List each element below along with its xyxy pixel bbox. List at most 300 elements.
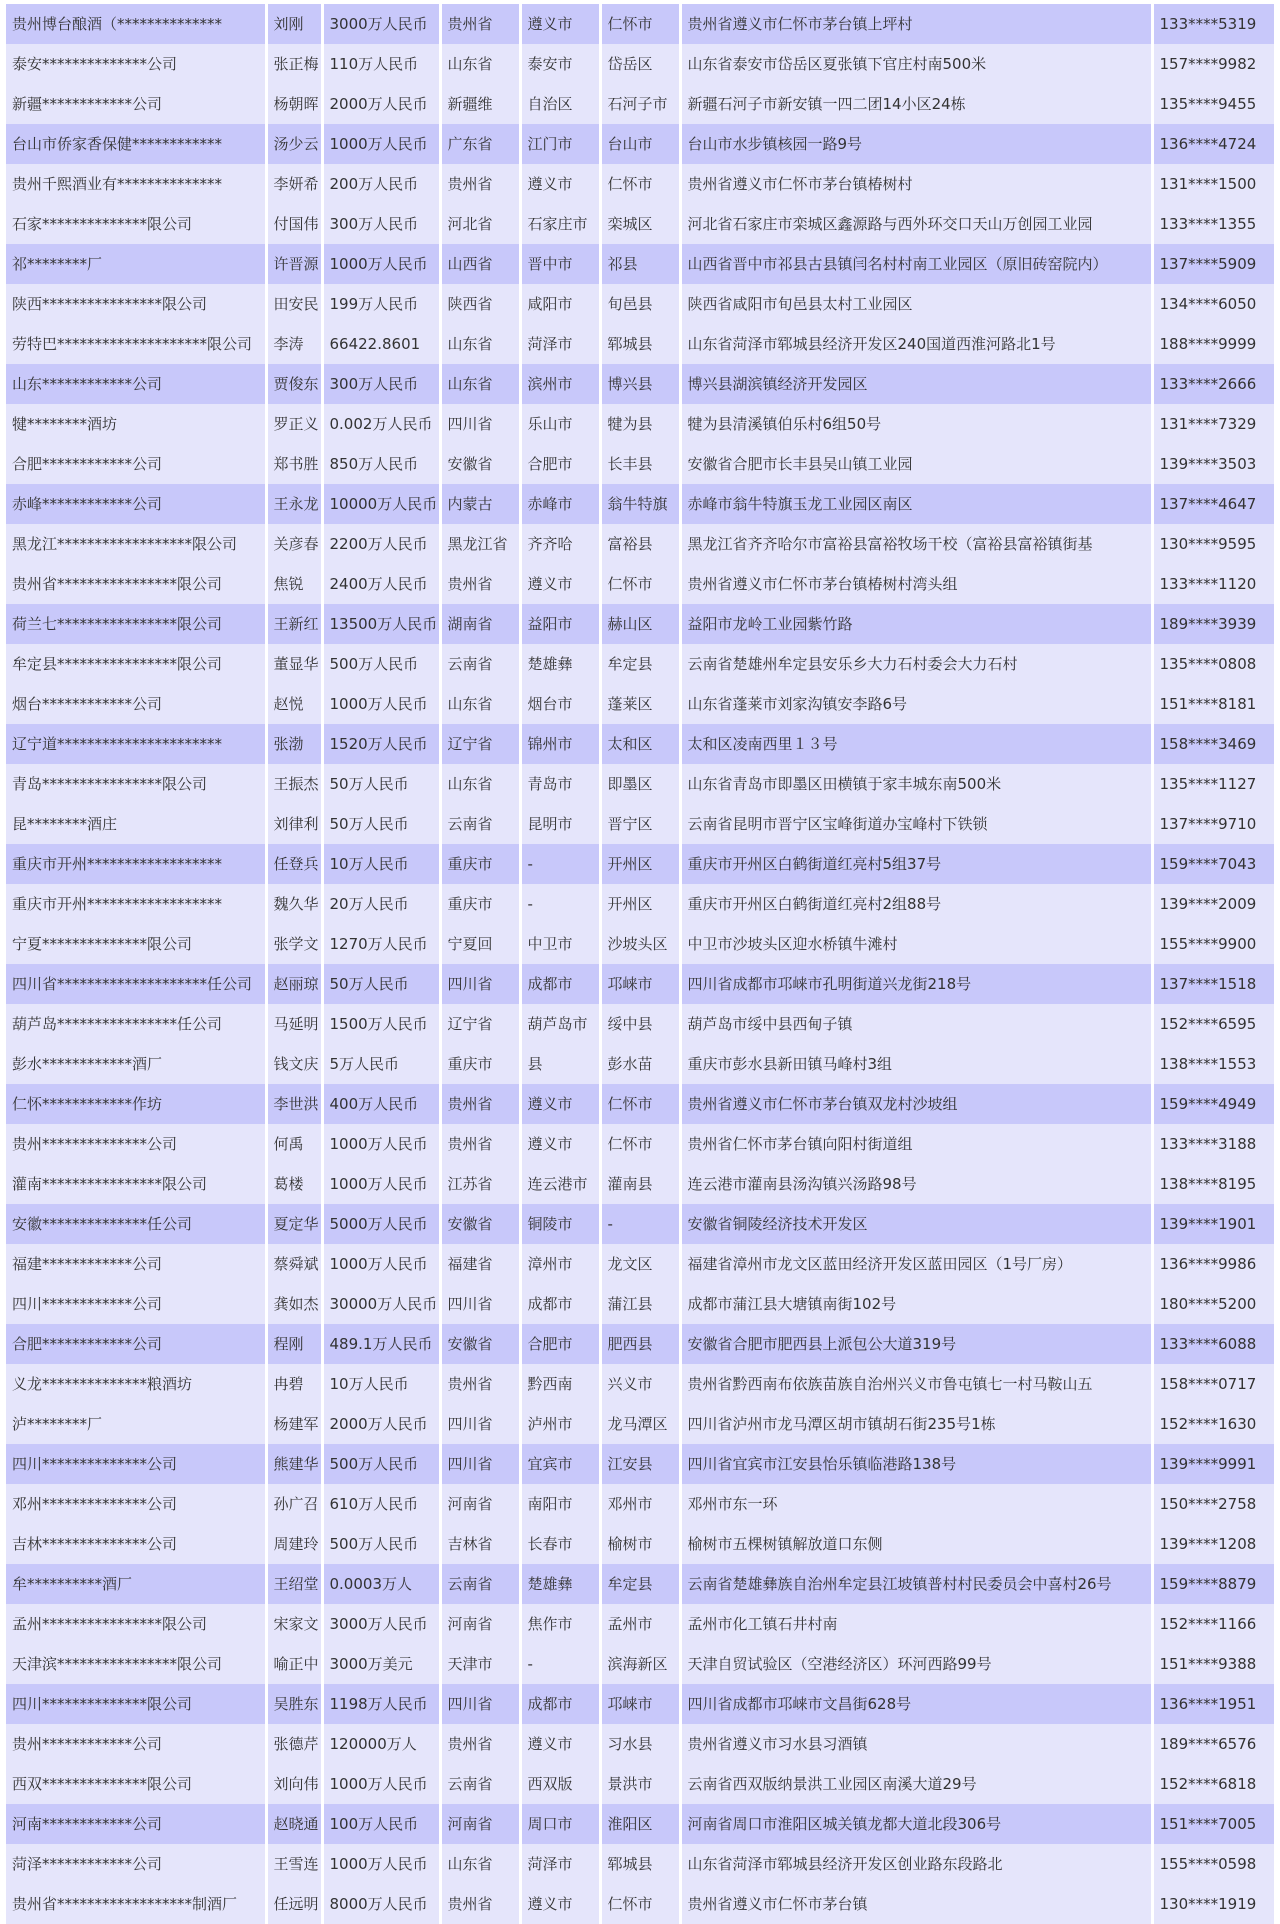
cell-address: 重庆市开州区白鹤街道红亮村5组37号 (680, 844, 1152, 884)
cell-legal-person: 冉碧 (266, 1364, 322, 1404)
cell-province: 四川省 (440, 1404, 520, 1444)
cell-province: 河南省 (440, 1484, 520, 1524)
cell-legal-person: 李妍希 (266, 164, 322, 204)
table-row (6, 1004, 1274, 1044)
cell-address: 山西省晋中市祁县古县镇闫名村村南工业园区（原旧砖窑院内） (680, 244, 1152, 284)
cell-province: 四川省 (440, 1684, 520, 1724)
cell-province: 贵州省 (440, 1884, 520, 1924)
cell-district: 郓城县 (600, 324, 680, 364)
cell-district: 仁怀市 (600, 1124, 680, 1164)
cell-district: 习水县 (600, 1724, 680, 1764)
cell-province: 云南省 (440, 804, 520, 844)
cell-province: 重庆市 (440, 884, 520, 924)
cell-city: 滨州市 (520, 364, 600, 404)
cell-registered-capital: 400万人民币 (322, 1084, 440, 1124)
cell-district: 即墨区 (600, 764, 680, 804)
table-row (6, 444, 1274, 484)
cell-province: 宁夏回 (440, 924, 520, 964)
table-row (6, 1724, 1274, 1764)
cell-city: 连云港市 (520, 1164, 600, 1204)
cell-registered-capital: 10万人民币 (322, 844, 440, 884)
cell-registered-capital: 2200万人民币 (322, 524, 440, 564)
table-row (6, 284, 1274, 324)
table-row (6, 1564, 1274, 1604)
cell-company: 邓州**************公司 (6, 1484, 266, 1524)
cell-phone: 152****6595 (1152, 1004, 1274, 1044)
cell-district: 仁怀市 (600, 1884, 680, 1924)
cell-province: 河北省 (440, 204, 520, 244)
cell-district: 邛崃市 (600, 1684, 680, 1724)
cell-address: 山东省泰安市岱岳区夏张镇下官庄村南500米 (680, 44, 1152, 84)
cell-phone: 155****0598 (1152, 1844, 1274, 1884)
cell-legal-person: 许晋源 (266, 244, 322, 284)
table-row (6, 724, 1274, 764)
cell-company: 泸********厂 (6, 1404, 266, 1444)
cell-company: 安徽**************任公司 (6, 1204, 266, 1244)
cell-company: 葫芦岛****************任公司 (6, 1004, 266, 1044)
cell-phone: 138****1553 (1152, 1044, 1274, 1084)
cell-company: 黑龙江******************限公司 (6, 524, 266, 564)
cell-company: 重庆市开州****************** (6, 844, 266, 884)
cell-district: 沙坡头区 (600, 924, 680, 964)
cell-address: 贵州省遵义市习水县习酒镇 (680, 1724, 1152, 1764)
cell-district: 博兴县 (600, 364, 680, 404)
cell-company: 贵州千熙酒业有************** (6, 164, 266, 204)
table-row (6, 684, 1274, 724)
cell-registered-capital: 50万人民币 (322, 964, 440, 1004)
cell-district: 富裕县 (600, 524, 680, 564)
cell-legal-person: 夏定华 (266, 1204, 322, 1244)
cell-address: 四川省泸州市龙马潭区胡市镇胡石街235号1栋 (680, 1404, 1152, 1444)
cell-registered-capital: 5万人民币 (322, 1044, 440, 1084)
cell-city: 宜宾市 (520, 1444, 600, 1484)
table-row (6, 1364, 1274, 1404)
cell-city: 菏泽市 (520, 1844, 600, 1884)
table-row (6, 1324, 1274, 1364)
cell-legal-person: 蔡舜斌 (266, 1244, 322, 1284)
cell-district: 牟定县 (600, 644, 680, 684)
cell-phone: 152****1630 (1152, 1404, 1274, 1444)
table-row (6, 1284, 1274, 1324)
cell-registered-capital: 50万人民币 (322, 764, 440, 804)
cell-phone: 137****5909 (1152, 244, 1274, 284)
cell-district: 开州区 (600, 844, 680, 884)
table-row (6, 844, 1274, 884)
cell-phone: 135****1127 (1152, 764, 1274, 804)
cell-district: 龙文区 (600, 1244, 680, 1284)
cell-district: 长丰县 (600, 444, 680, 484)
table-row (6, 1204, 1274, 1244)
cell-city: 晋中市 (520, 244, 600, 284)
cell-company: 贵州省****************限公司 (6, 564, 266, 604)
cell-company: 新疆************公司 (6, 84, 266, 124)
cell-address: 榆树市五棵树镇解放道口东侧 (680, 1524, 1152, 1564)
cell-phone: 150****2758 (1152, 1484, 1274, 1524)
cell-address: 中卫市沙坡头区迎水桥镇牛滩村 (680, 924, 1152, 964)
cell-phone: 133****2666 (1152, 364, 1274, 404)
cell-registered-capital: 1520万人民币 (322, 724, 440, 764)
cell-district: 赫山区 (600, 604, 680, 644)
cell-legal-person: 刘律利 (266, 804, 322, 844)
cell-province: 河南省 (440, 1804, 520, 1844)
cell-address: 云南省楚雄彝族自治州牟定县江坡镇普村村民委员会中喜村26号 (680, 1564, 1152, 1604)
cell-phone: 137****4647 (1152, 484, 1274, 524)
table-row (6, 1804, 1274, 1844)
cell-registered-capital: 300万人民币 (322, 204, 440, 244)
cell-address: 陕西省咸阳市旬邑县太村工业园区 (680, 284, 1152, 324)
cell-province: 山东省 (440, 684, 520, 724)
cell-registered-capital: 50万人民币 (322, 804, 440, 844)
cell-phone: 133****1355 (1152, 204, 1274, 244)
cell-registered-capital: 500万人民币 (322, 1444, 440, 1484)
cell-address: 贵州省遵义市仁怀市茅台镇椿树村湾头组 (680, 564, 1152, 604)
cell-registered-capital: 500万人民币 (322, 1524, 440, 1564)
cell-legal-person: 赵丽琼 (266, 964, 322, 1004)
table-row (6, 924, 1274, 964)
cell-company: 灌南****************限公司 (6, 1164, 266, 1204)
cell-phone: 159****4949 (1152, 1084, 1274, 1124)
cell-address: 山东省蓬莱市刘家沟镇安李路6号 (680, 684, 1152, 724)
cell-city: 石家庄市 (520, 204, 600, 244)
cell-province: 山东省 (440, 324, 520, 364)
cell-city: 漳州市 (520, 1244, 600, 1284)
cell-legal-person: 张德芹 (266, 1724, 322, 1764)
cell-district: 景洪市 (600, 1764, 680, 1804)
table-row (6, 564, 1274, 604)
cell-registered-capital: 10000万人民币 (322, 484, 440, 524)
cell-legal-person: 吴胜东 (266, 1684, 322, 1724)
cell-registered-capital: 100万人民币 (322, 1804, 440, 1844)
cell-province: 四川省 (440, 404, 520, 444)
cell-registered-capital: 1000万人民币 (322, 1844, 440, 1884)
cell-legal-person: 李世洪 (266, 1084, 322, 1124)
cell-city: 遵义市 (520, 1724, 600, 1764)
cell-company: 孟州****************限公司 (6, 1604, 266, 1644)
cell-city: 长春市 (520, 1524, 600, 1564)
cell-city: 昆明市 (520, 804, 600, 844)
table-body (6, 4, 1274, 1924)
cell-company: 青岛****************限公司 (6, 764, 266, 804)
cell-province: 安徽省 (440, 444, 520, 484)
cell-district: 江安县 (600, 1444, 680, 1484)
cell-legal-person: 关彦春 (266, 524, 322, 564)
cell-phone: 189****3939 (1152, 604, 1274, 644)
cell-city: 乐山市 (520, 404, 600, 444)
cell-registered-capital: 1198万人民币 (322, 1684, 440, 1724)
cell-city: 遵义市 (520, 564, 600, 604)
cell-phone: 151****7005 (1152, 1804, 1274, 1844)
cell-company: 荷兰七****************限公司 (6, 604, 266, 644)
cell-address: 云南省西双版纳景洪工业园区南溪大道29号 (680, 1764, 1152, 1804)
table-row (6, 1164, 1274, 1204)
cell-city: 咸阳市 (520, 284, 600, 324)
cell-address: 安徽省铜陵经济技术开发区 (680, 1204, 1152, 1244)
cell-city: 楚雄彝 (520, 644, 600, 684)
cell-city: 西双版 (520, 1764, 600, 1804)
cell-registered-capital: 1000万人民币 (322, 1164, 440, 1204)
cell-address: 重庆市彭水县新田镇马峰村3组 (680, 1044, 1152, 1084)
cell-province: 黑龙江省 (440, 524, 520, 564)
cell-province: 贵州省 (440, 164, 520, 204)
cell-province: 重庆市 (440, 844, 520, 884)
cell-phone: 134****6050 (1152, 284, 1274, 324)
cell-province: 云南省 (440, 1764, 520, 1804)
cell-company: 四川**************限公司 (6, 1684, 266, 1724)
cell-phone: 139****9991 (1152, 1444, 1274, 1484)
cell-phone: 133****1120 (1152, 564, 1274, 604)
cell-district: 晋宁区 (600, 804, 680, 844)
cell-address: 贵州省仁怀市茅台镇向阳村街道组 (680, 1124, 1152, 1164)
cell-legal-person: 李涛 (266, 324, 322, 364)
table-row (6, 1644, 1274, 1684)
cell-city: 赤峰市 (520, 484, 600, 524)
cell-legal-person: 汤少云 (266, 124, 322, 164)
cell-legal-person: 焦锐 (266, 564, 322, 604)
cell-company: 宁夏**************限公司 (6, 924, 266, 964)
cell-province: 四川省 (440, 964, 520, 1004)
cell-registered-capital: 500万人民币 (322, 644, 440, 684)
cell-company: 河南************公司 (6, 1804, 266, 1844)
cell-city: 成都市 (520, 964, 600, 1004)
cell-district: 邓州市 (600, 1484, 680, 1524)
cell-phone: 139****2009 (1152, 884, 1274, 924)
cell-address: 重庆市开州区白鹤街道红亮村2组88号 (680, 884, 1152, 924)
cell-legal-person: 刘刚 (266, 4, 322, 44)
cell-registered-capital: 850万人民币 (322, 444, 440, 484)
cell-phone: 139****3503 (1152, 444, 1274, 484)
cell-legal-person: 钱文庆 (266, 1044, 322, 1084)
cell-company: 石家**************限公司 (6, 204, 266, 244)
cell-address: 四川省成都市邛崃市孔明街道兴龙街218号 (680, 964, 1152, 1004)
table-row (6, 1084, 1274, 1124)
cell-company: 合肥************公司 (6, 444, 266, 484)
cell-city: 青岛市 (520, 764, 600, 804)
cell-district: 犍为县 (600, 404, 680, 444)
cell-phone: 189****6576 (1152, 1724, 1274, 1764)
cell-address: 云南省楚雄州牟定县安乐乡大力石村委会大力石村 (680, 644, 1152, 684)
cell-province: 贵州省 (440, 1364, 520, 1404)
cell-district: 仁怀市 (600, 1084, 680, 1124)
cell-province: 山西省 (440, 244, 520, 284)
cell-company: 劳特巴********************限公司 (6, 324, 266, 364)
cell-province: 福建省 (440, 1244, 520, 1284)
cell-registered-capital: 1000万人民币 (322, 244, 440, 284)
cell-legal-person: 张正梅 (266, 44, 322, 84)
cell-legal-person: 王永龙 (266, 484, 322, 524)
cell-district: 栾城区 (600, 204, 680, 244)
cell-legal-person: 熊建华 (266, 1444, 322, 1484)
cell-address: 福建省漳州市龙文区蓝田经济开发区蓝田园区（1号厂房） (680, 1244, 1152, 1284)
cell-address: 成都市蒲江县大塘镇南街102号 (680, 1284, 1152, 1324)
cell-phone: 139****1208 (1152, 1524, 1274, 1564)
cell-district: 邛崃市 (600, 964, 680, 1004)
table-row (6, 1244, 1274, 1284)
cell-phone: 135****9455 (1152, 84, 1274, 124)
cell-company: 天津滨****************限公司 (6, 1644, 266, 1684)
cell-registered-capital: 30000万人民币 (322, 1284, 440, 1324)
cell-address: 太和区凌南西里１３号 (680, 724, 1152, 764)
cell-district: 太和区 (600, 724, 680, 764)
cell-province: 山东省 (440, 764, 520, 804)
cell-province: 四川省 (440, 1444, 520, 1484)
cell-province: 重庆市 (440, 1044, 520, 1084)
cell-province: 安徽省 (440, 1204, 520, 1244)
cell-district: 仁怀市 (600, 564, 680, 604)
cell-address: 孟州市化工镇石井村南 (680, 1604, 1152, 1644)
cell-phone: 159****8879 (1152, 1564, 1274, 1604)
table-row (6, 964, 1274, 1004)
cell-address: 黑龙江省齐齐哈尔市富裕县富裕牧场干校（富裕县富裕镇街基 (680, 524, 1152, 564)
cell-legal-person: 喻正中 (266, 1644, 322, 1684)
cell-address: 贵州省遵义市仁怀市茅台镇上坪村 (680, 4, 1152, 44)
cell-phone: 138****8195 (1152, 1164, 1274, 1204)
cell-company: 贵州**************公司 (6, 1124, 266, 1164)
cell-legal-person: 赵悦 (266, 684, 322, 724)
cell-province: 山东省 (440, 364, 520, 404)
cell-company: 合肥************公司 (6, 1324, 266, 1364)
cell-phone: 133****5319 (1152, 4, 1274, 44)
cell-phone: 136****1951 (1152, 1684, 1274, 1724)
table-row (6, 1124, 1274, 1164)
cell-province: 贵州省 (440, 1084, 520, 1124)
cell-company: 贵州博台酿酒（************** (6, 4, 266, 44)
cell-district: 肥西县 (600, 1324, 680, 1364)
cell-legal-person: 魏久华 (266, 884, 322, 924)
cell-province: 贵州省 (440, 1124, 520, 1164)
cell-city: 益阳市 (520, 604, 600, 644)
cell-district: 石河子市 (600, 84, 680, 124)
cell-registered-capital: 1000万人民币 (322, 1244, 440, 1284)
cell-district: 仁怀市 (600, 4, 680, 44)
cell-phone: 151****9388 (1152, 1644, 1274, 1684)
cell-legal-person: 王绍堂 (266, 1564, 322, 1604)
cell-city: 成都市 (520, 1284, 600, 1324)
cell-province: 贵州省 (440, 564, 520, 604)
cell-legal-person: 罗正义 (266, 404, 322, 444)
cell-province: 广东省 (440, 124, 520, 164)
cell-address: 犍为县清溪镇伯乐村6组50号 (680, 404, 1152, 444)
cell-phone: 155****9900 (1152, 924, 1274, 964)
cell-phone: 135****0808 (1152, 644, 1274, 684)
cell-district: 仁怀市 (600, 164, 680, 204)
cell-district: 榆树市 (600, 1524, 680, 1564)
cell-registered-capital: 1000万人民币 (322, 1764, 440, 1804)
table-row (6, 324, 1274, 364)
cell-phone: 137****9710 (1152, 804, 1274, 844)
cell-registered-capital: 3000万人民币 (322, 4, 440, 44)
cell-city: 遵义市 (520, 1084, 600, 1124)
cell-company: 贵州************公司 (6, 1724, 266, 1764)
table-row (6, 524, 1274, 564)
cell-city: - (520, 884, 600, 924)
cell-registered-capital: 2000万人民币 (322, 84, 440, 124)
cell-city: 葫芦岛市 (520, 1004, 600, 1044)
cell-city: 遵义市 (520, 1884, 600, 1924)
cell-address: 山东省菏泽市郓城县经济开发区创业路东段路北 (680, 1844, 1152, 1884)
table-row (6, 1764, 1274, 1804)
cell-company: 烟台************公司 (6, 684, 266, 724)
cell-legal-person: 董显华 (266, 644, 322, 684)
cell-province: 吉林省 (440, 1524, 520, 1564)
cell-registered-capital: 13500万人民币 (322, 604, 440, 644)
cell-registered-capital: 610万人民币 (322, 1484, 440, 1524)
cell-city: 泰安市 (520, 44, 600, 84)
table-row (6, 1524, 1274, 1564)
cell-company: 泰安**************公司 (6, 44, 266, 84)
cell-registered-capital: 120000万人 (322, 1724, 440, 1764)
cell-legal-person: 何禹 (266, 1124, 322, 1164)
table-row (6, 1844, 1274, 1884)
cell-address: 益阳市龙岭工业园紫竹路 (680, 604, 1152, 644)
cell-legal-person: 刘向伟 (266, 1764, 322, 1804)
cell-company: 吉林**************公司 (6, 1524, 266, 1564)
cell-company: 四川************公司 (6, 1284, 266, 1324)
cell-legal-person: 马延明 (266, 1004, 322, 1044)
cell-address: 葫芦岛市绥中县西甸子镇 (680, 1004, 1152, 1044)
cell-company: 台山市侨家香保健************ (6, 124, 266, 164)
cell-legal-person: 付国伟 (266, 204, 322, 244)
cell-registered-capital: 10万人民币 (322, 1364, 440, 1404)
cell-province: 贵州省 (440, 1724, 520, 1764)
cell-district: 龙马潭区 (600, 1404, 680, 1444)
cell-legal-person: 任登兵 (266, 844, 322, 884)
table-row (6, 244, 1274, 284)
cell-company: 福建************公司 (6, 1244, 266, 1284)
cell-company: 仁怀************作坊 (6, 1084, 266, 1124)
cell-company: 牟**********酒厂 (6, 1564, 266, 1604)
table-row (6, 124, 1274, 164)
cell-legal-person: 王新红 (266, 604, 322, 644)
cell-address: 山东省菏泽市郓城县经济开发区240国道西淮河路北1号 (680, 324, 1152, 364)
table-row (6, 1404, 1274, 1444)
cell-district: 兴义市 (600, 1364, 680, 1404)
cell-phone: 152****6818 (1152, 1764, 1274, 1804)
table-row (6, 1444, 1274, 1484)
cell-district: 蓬莱区 (600, 684, 680, 724)
cell-address: 赤峰市翁牛特旗玉龙工业园区南区 (680, 484, 1152, 524)
table-row (6, 164, 1274, 204)
cell-address: 新疆石河子市新安镇一四二团14小区24栋 (680, 84, 1152, 124)
cell-company: 牟定县****************限公司 (6, 644, 266, 684)
cell-city: - (520, 1644, 600, 1684)
cell-legal-person: 贾俊东 (266, 364, 322, 404)
cell-district: - (600, 1204, 680, 1244)
cell-company: 彭水************酒厂 (6, 1044, 266, 1084)
cell-legal-person: 杨朝晖 (266, 84, 322, 124)
cell-legal-person: 孙广召 (266, 1484, 322, 1524)
cell-district: 开州区 (600, 884, 680, 924)
cell-province: 辽宁省 (440, 1004, 520, 1044)
cell-company: 菏泽************公司 (6, 1844, 266, 1884)
cell-city: 县 (520, 1044, 600, 1084)
cell-province: 贵州省 (440, 4, 520, 44)
cell-legal-person: 程刚 (266, 1324, 322, 1364)
cell-province: 江苏省 (440, 1164, 520, 1204)
cell-phone: 130****9595 (1152, 524, 1274, 564)
cell-city: 锦州市 (520, 724, 600, 764)
cell-city: 合肥市 (520, 1324, 600, 1364)
cell-district: 蒲江县 (600, 1284, 680, 1324)
cell-district: 翁牛特旗 (600, 484, 680, 524)
cell-address: 河南省周口市淮阳区城关镇龙都大道北段306号 (680, 1804, 1152, 1844)
cell-phone: 159****7043 (1152, 844, 1274, 884)
cell-address: 天津自贸试验区（空港经济区）环河西路99号 (680, 1644, 1152, 1684)
cell-address: 贵州省黔西南布依族苗族自治州兴义市鲁屯镇七一村马鞍山五 (680, 1364, 1152, 1404)
cell-city: 烟台市 (520, 684, 600, 724)
table-row (6, 604, 1274, 644)
cell-city: - (520, 844, 600, 884)
table-row (6, 1604, 1274, 1644)
